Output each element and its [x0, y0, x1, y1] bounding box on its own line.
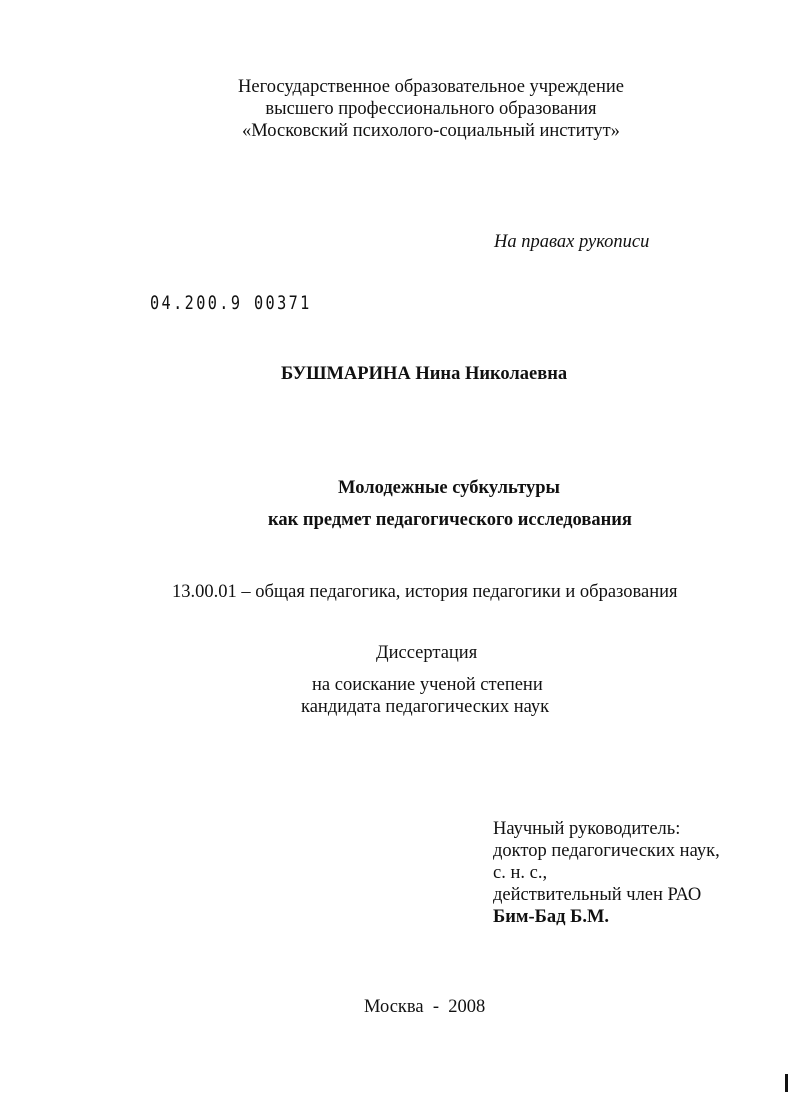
scan-mark [785, 1074, 788, 1092]
author-name: БУШМАРИНА Нина Николаевна [281, 364, 568, 384]
institution-line-1: Негосударственное образовательное учреждение [238, 77, 624, 97]
institution-block [0, 76, 798, 142]
dissertation-label: Диссертация [376, 643, 478, 663]
supervisor-degree: доктор педагогических наук, [493, 841, 720, 861]
city-year: Москва - 2008 [364, 997, 486, 1017]
title-line-2: как предмет педагогического исследования [268, 510, 632, 530]
supervisor-label: Научный руководитель: [493, 819, 681, 839]
rights-note: На правах рукописи [494, 232, 650, 252]
supervisor-membership: действительный член РАО [493, 885, 702, 905]
archive-stamp-number: 04.200.9 00371 [150, 292, 312, 314]
supervisor-block [493, 818, 720, 928]
institution-line-2: высшего профессионального образования [265, 99, 597, 119]
degree-line-2: кандидата педагогических наук [301, 697, 550, 717]
supervisor-rank: с. н. с., [493, 863, 548, 883]
degree-line-1: на соискание ученой степени [312, 675, 543, 695]
supervisor-name: Бим-Бад Б.М. [493, 907, 610, 927]
specialty-code: 13.00.01 – общая педагогика, история педагогики и образования [172, 582, 678, 602]
title-line-1: Молодежные субкультуры [338, 478, 560, 498]
institution-line-3: «Московский психолого-социальный институт» [242, 121, 620, 141]
